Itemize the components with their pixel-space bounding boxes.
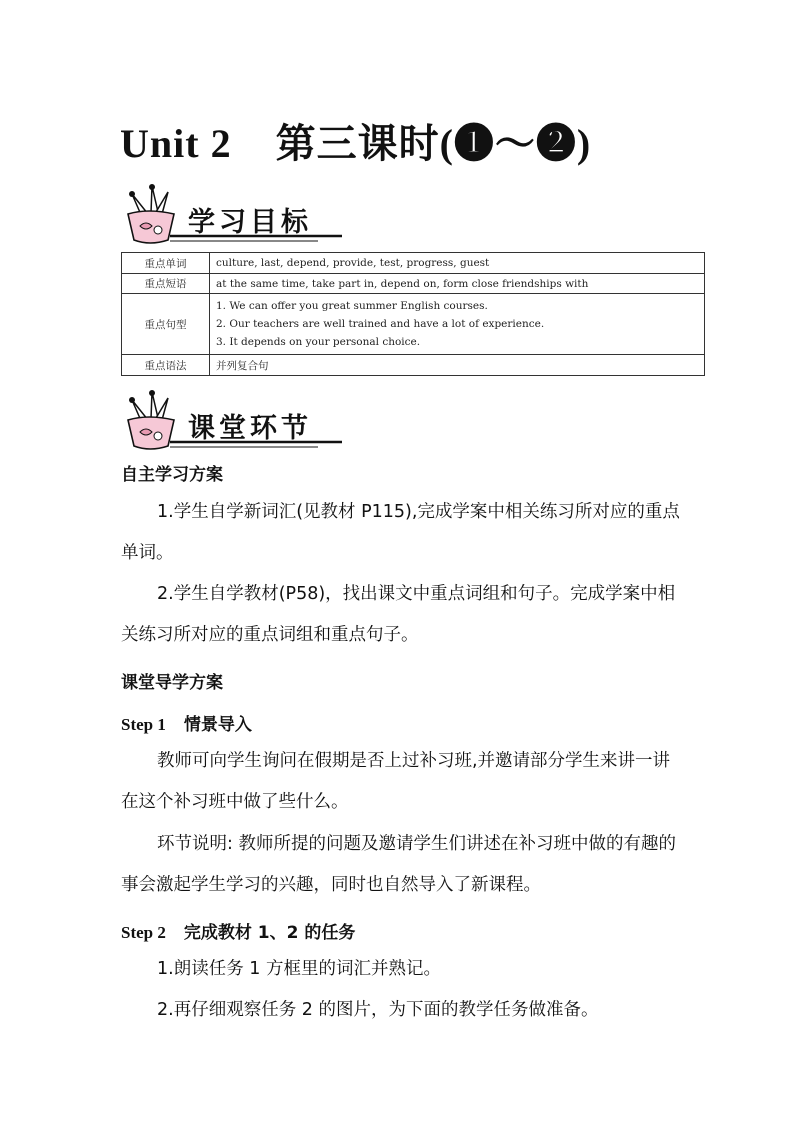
goal-value xyxy=(210,294,705,355)
sentence-line: 2. Our teachers are well trained and have a lot of experience. xyxy=(216,318,545,330)
guide-heading: 课堂导学方案 xyxy=(121,673,223,693)
goals-banner-label: 学习目标 xyxy=(188,207,312,238)
sentence-line: 1. We can offer you great summer English courses. xyxy=(216,300,488,312)
goal-key: 重点句型 xyxy=(122,294,210,355)
goal-key: 重点单词 xyxy=(122,253,210,274)
step2-paragraph-2: 2.再仔细观察任务 2 的图片，为下面的教学任务做准备。 xyxy=(157,1000,599,1020)
goals-banner xyxy=(118,184,348,246)
self-study-paragraph-1: 1.学生自学新词汇(见教材 P115),完成学案中相关练习所对应的重点单词。 xyxy=(121,502,680,563)
goal-key: 重点短语 xyxy=(122,274,210,294)
goal-key: 重点语法 xyxy=(122,355,210,376)
sentence-line: 3. It depends on your personal choice. xyxy=(216,336,421,348)
page-title xyxy=(120,112,680,166)
table-row xyxy=(122,294,705,355)
step2-title: 完成教材 1、2 的任务 xyxy=(183,923,356,943)
goal-value: culture, last, depend, provide, test, progress, guest xyxy=(210,253,705,274)
goal-value: 并列复合句 xyxy=(210,355,705,376)
step1-paragraph-1: 教师可向学生询问在假期是否上过补习班,并邀请部分学生来讲一讲在这个补习班中做了些什么。 xyxy=(121,751,671,812)
step1-title: 情景导入 xyxy=(183,715,252,735)
table-row xyxy=(122,253,705,274)
goal-value: at the same time, take part in, depend on, form close friendships with xyxy=(210,274,705,294)
learning-goals-table xyxy=(121,252,705,376)
class-banner xyxy=(118,390,348,452)
step2-heading xyxy=(121,918,355,943)
step1-number: Step 1 xyxy=(121,715,166,734)
self-study-heading: 自主学习方案 xyxy=(121,465,223,485)
step2-number: Step 2 xyxy=(121,923,166,942)
step1-paragraph-2: 环节说明: 教师所提的问题及邀请学生们讲述在补习班中做的有趣的事会激起学生学习的兴趣，同时也自然导入了新课程。 xyxy=(121,834,676,895)
class-banner-label: 课堂环节 xyxy=(188,413,312,444)
table-row xyxy=(122,355,705,376)
self-study-paragraph-2: 2.学生自学教材(P58)，找出课文中重点词组和句子。完成学案中相关练习所对应的重点词组和重点句子。 xyxy=(121,584,676,645)
title-unit: Unit 2 xyxy=(120,121,232,166)
table-row xyxy=(122,274,705,294)
title-lesson: 第三课时(❶～❷) xyxy=(275,121,592,166)
step1-heading xyxy=(121,710,252,735)
step2-paragraph-1: 1.朗读任务 1 方框里的词汇并熟记。 xyxy=(157,959,441,979)
